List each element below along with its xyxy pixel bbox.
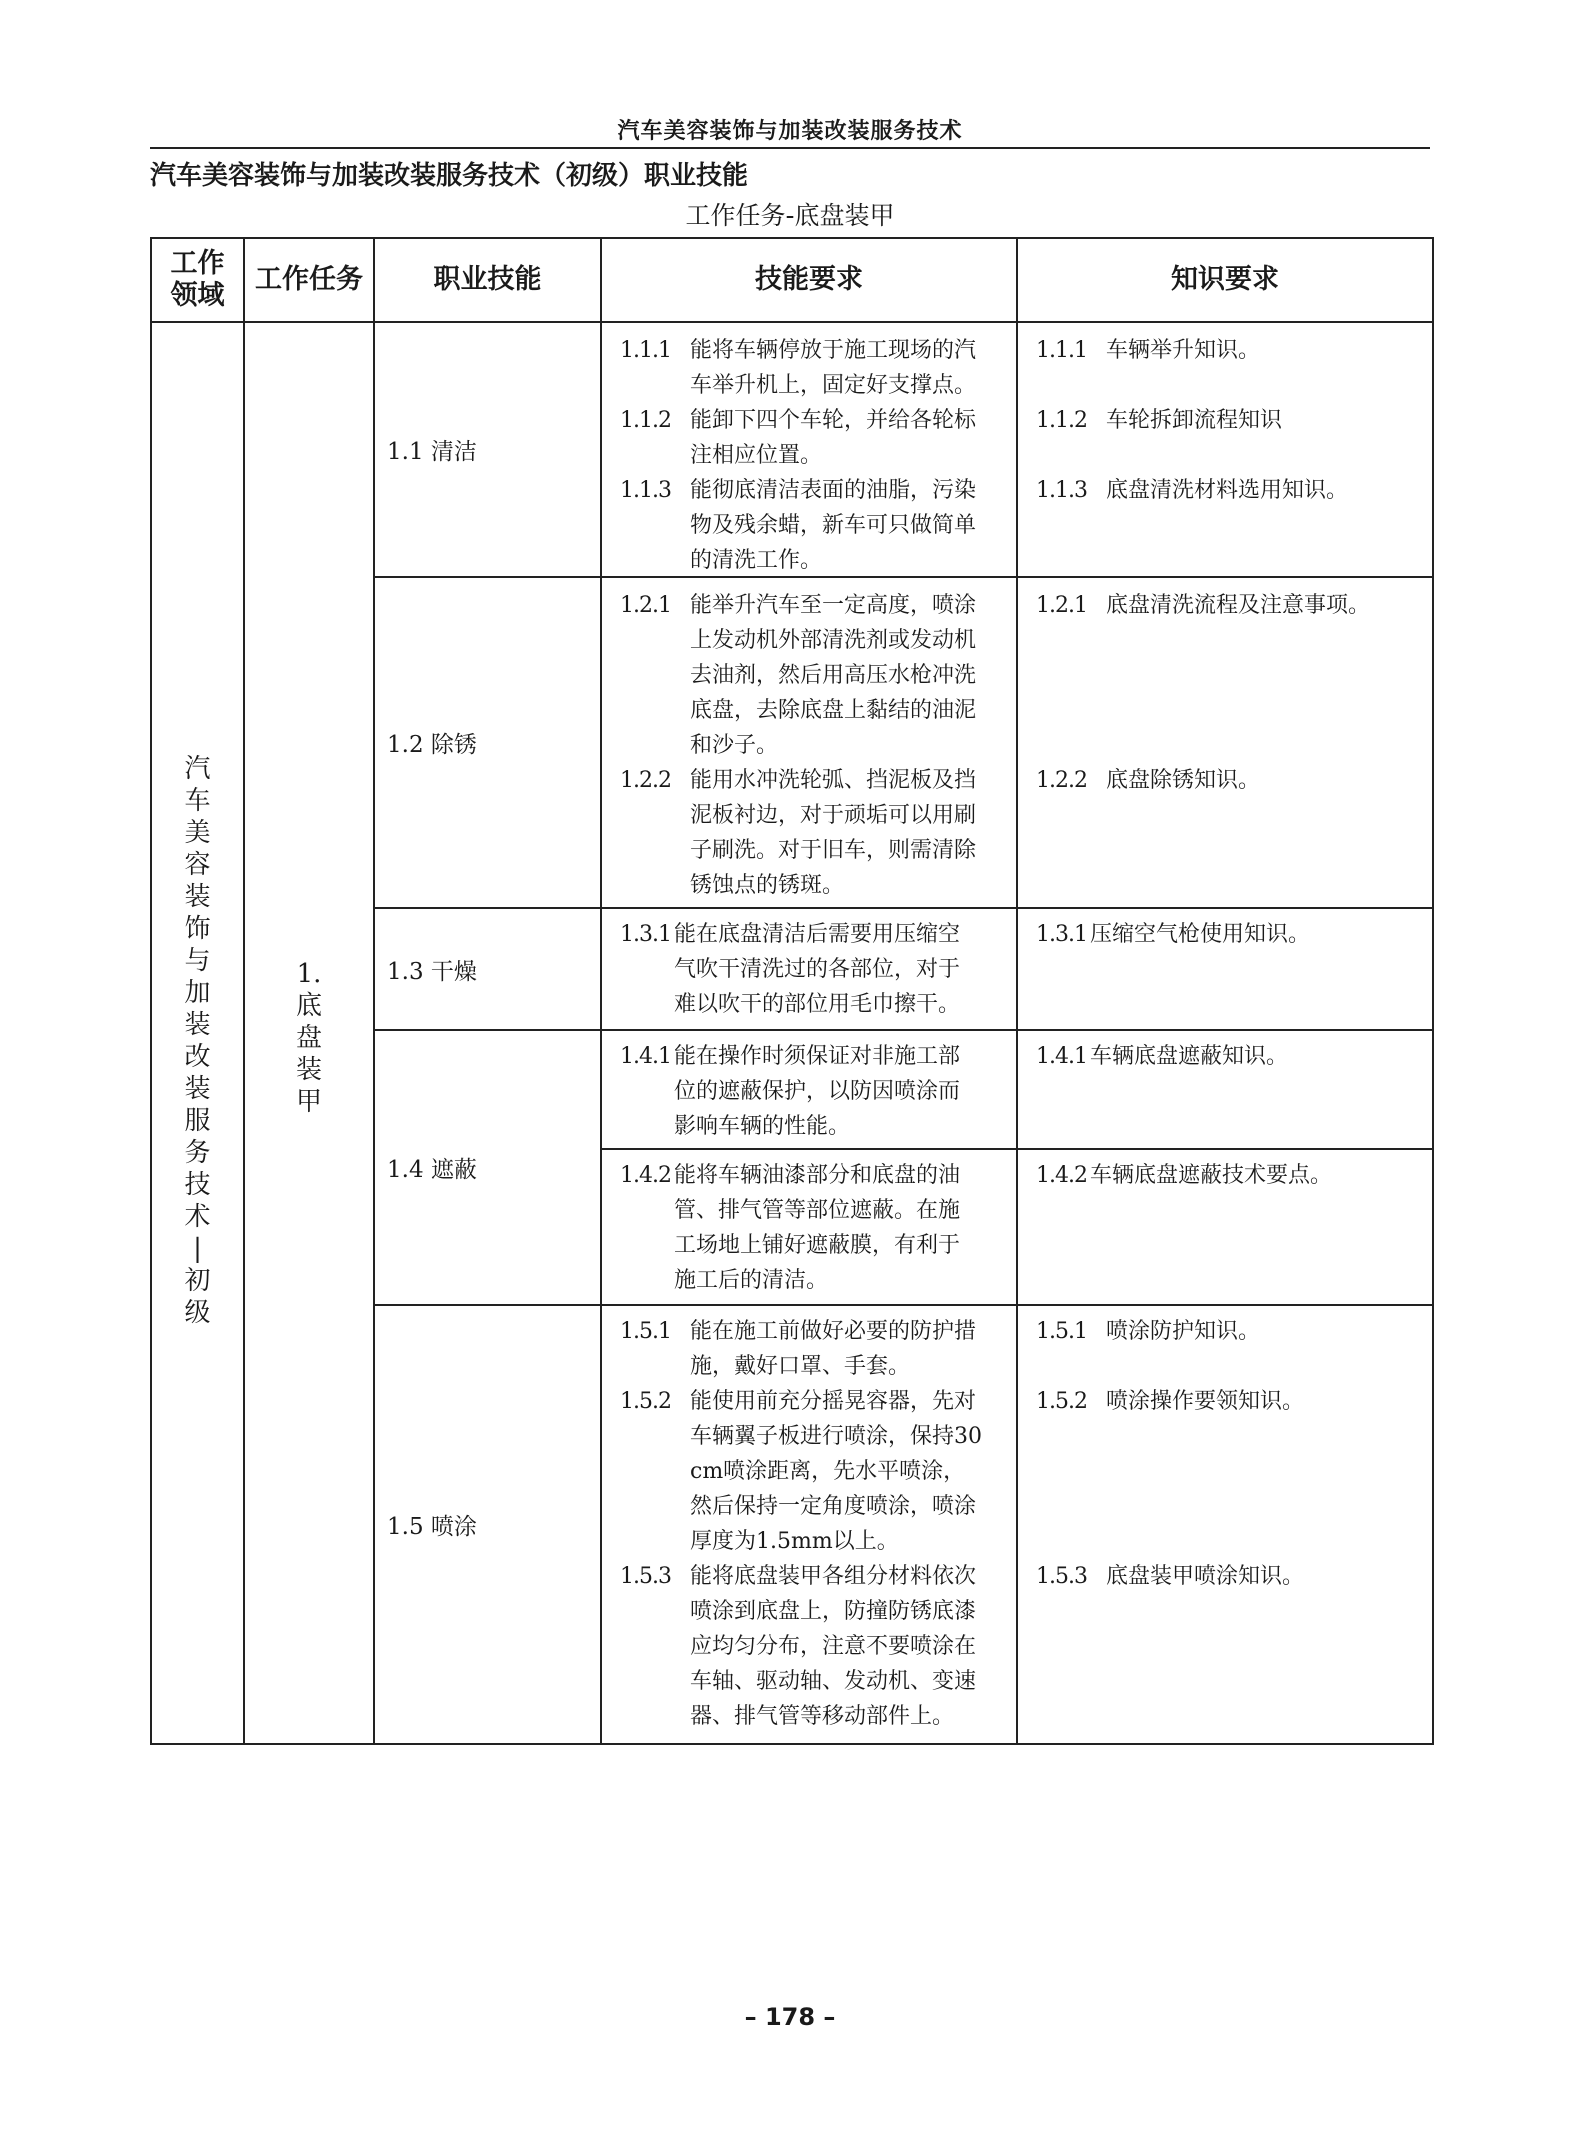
skill-cell-1-3: 1.3 干燥 [387,958,477,985]
skill-cell-1-4: 1.4 遮蔽 [387,1157,477,1183]
work-domain-cell [152,323,243,1743]
skill-req-cell-1-1 [602,333,1016,576]
task-char: 底 [295,991,322,1021]
knowledge-req-item: 1.2.2 底盘除锈知识。 [1036,768,1261,793]
domain-char: 术 [184,1202,211,1232]
skill-req-item: 1.2.2 能用水冲洗轮弧、挡泥板及挡 泥板衬边，对于顽垢可以用刷 子刷洗。对于旧车，则需清除 锈蚀点的锈斑。 [620,768,977,898]
skill-req-cell-1-3 [602,917,1016,1029]
knowledge-req-item: 1.5.1 喷涂防护知识。 [1036,1319,1261,1344]
domain-char: 装 [184,882,211,912]
domain-char: 服 [184,1106,211,1136]
domain-char: 级 [184,1298,211,1328]
knowledge-req-item: 1.5.2 喷涂操作要领知识。 [1036,1389,1305,1414]
knowledge-req-item: 1.1.2 车轮拆卸流程知识 [1036,408,1283,433]
skill-cell-1-5: 1.5 喷涂 [387,1514,477,1540]
header-knowledge-requirements: 知识要求 [1171,264,1279,295]
domain-char: 车 [184,786,211,816]
domain-char: 美 [184,818,211,848]
domain-char: 改 [184,1042,211,1072]
domain-char: 务 [184,1138,211,1168]
knowledge-req-item: 1.2.1 底盘清洗流程及注意事项。 [1036,593,1371,618]
running-header: 汽车美容装饰与加装改装服务技术 [617,119,963,144]
work-task-cell [245,323,373,1743]
document-title: 汽车美容装饰与加装改装服务技术（初级）职业技能 [150,161,749,191]
header-work-domain: 工作领域 [170,248,225,311]
domain-char: 汽 [184,754,211,784]
knowledge-req-item: 1.3.1 压缩空气枪使用知识。 [1036,922,1311,947]
domain-char: 加 [184,978,211,1008]
knowledge-req-item: 1.4.2 车辆底盘遮蔽技术要点。 [1036,1163,1333,1188]
skill-req-item: 1.5.2 能使用前充分摇晃容器，先对 车辆翼子板进行喷涂，保持30 cm喷涂距离，先水平喷涂， 然后保持一定角度喷涂，喷涂 厚度为1.5mm以上。 [620,1389,982,1554]
domain-char: 与 [184,946,211,976]
page-number: – 178 – [744,2003,836,2031]
knowledge-req-item: 1.5.3 底盘装甲喷涂知识。 [1036,1564,1305,1589]
skill-req-item: 1.5.1 能在施工前做好必要的防护措 施，戴好口罩、手套。 [620,1319,977,1379]
skill-req-cell-1-4-1 [602,1039,1016,1148]
skill-req-item: 1.1.2 能卸下四个车轮，并给各轮标 注相应位置。 [620,408,977,468]
knowledge-req-column [1018,323,1432,1743]
skill-cell-1-2: 1.2 除锈 [387,732,477,758]
knowledge-req-item: 1.1.1 车辆举升知识。 [1036,338,1261,363]
domain-char: 技 [184,1170,211,1200]
header-skill: 职业技能 [433,264,542,295]
skill-req-item: 1.5.3 能将底盘装甲各组分材料依次 喷涂到底盘上，防撞防锈底漆 应均匀分布，注意不要喷涂在 车轴、驱动轴、发动机、变速 器、排气管等移动部件上。 [620,1564,977,1729]
task-char: 1. [296,959,322,989]
table-border-bottom [150,1743,1434,1745]
task-char: 装 [295,1055,322,1085]
skill-cell-1-1: 1.1 清洁 [387,439,477,465]
domain-char: 初 [184,1266,211,1296]
table-caption: 工作任务-底盘装甲 [685,201,895,230]
task-char: 盘 [295,1023,322,1053]
skill-req-item: 1.1.3 能彻底清洁表面的油脂，污染 物及残余蜡，新车可只做简单 的清洗工作。 [620,478,977,573]
skill-req-cell-1-4-2 [602,1158,1016,1304]
domain-char: 容 [184,850,211,880]
skill-req-item: 1.4.1 能在操作时须保证对非施工部 位的遮蔽保护，以防因喷涂而 影响车辆的性能。 [620,1044,961,1139]
skill-req-cell-1-2 [602,588,1016,907]
domain-char: | [193,1234,202,1264]
header-rule [150,147,1430,149]
knowledge-req-item: 1.1.3 底盘清洗材料选用知识。 [1036,478,1349,503]
skill-req-item: 1.2.1 能举升汽车至一定高度，喷涂 上发动机外部清洗剂或发动机 去油剂，然后用高压水枪冲洗 底盘，去除底盘上黏结的油泥 和沙子。 [620,593,977,758]
knowledge-req-item: 1.4.1 车辆底盘遮蔽知识。 [1036,1044,1289,1069]
domain-char: 装 [184,1010,211,1040]
domain-char: 装 [184,1074,211,1104]
task-char: 甲 [295,1087,322,1117]
domain-char: 饰 [184,914,211,944]
skill-req-cell-1-5 [602,1314,1016,1743]
header-skill-requirements: 技能要求 [755,264,863,295]
skills-table [150,237,1434,1745]
skill-req-item: 1.1.1 能将车辆停放于施工现场的汽 车举升机上，固定好支撑点。 [620,338,977,398]
table-border-right [1432,237,1434,1745]
skill-req-item: 1.3.1 能在底盘清洁后需要用压缩空 气吹干清洗过的各部位，对于 难以吹干的部位用毛巾擦干。 [620,922,961,1017]
skill-req-item: 1.4.2 能将车辆油漆部分和底盘的油 管、排气管等部位遮蔽。在施 工场地上铺好遮蔽膜，有利于 施工后的清洁。 [620,1163,961,1293]
header-work-task: 工作任务 [255,264,363,295]
